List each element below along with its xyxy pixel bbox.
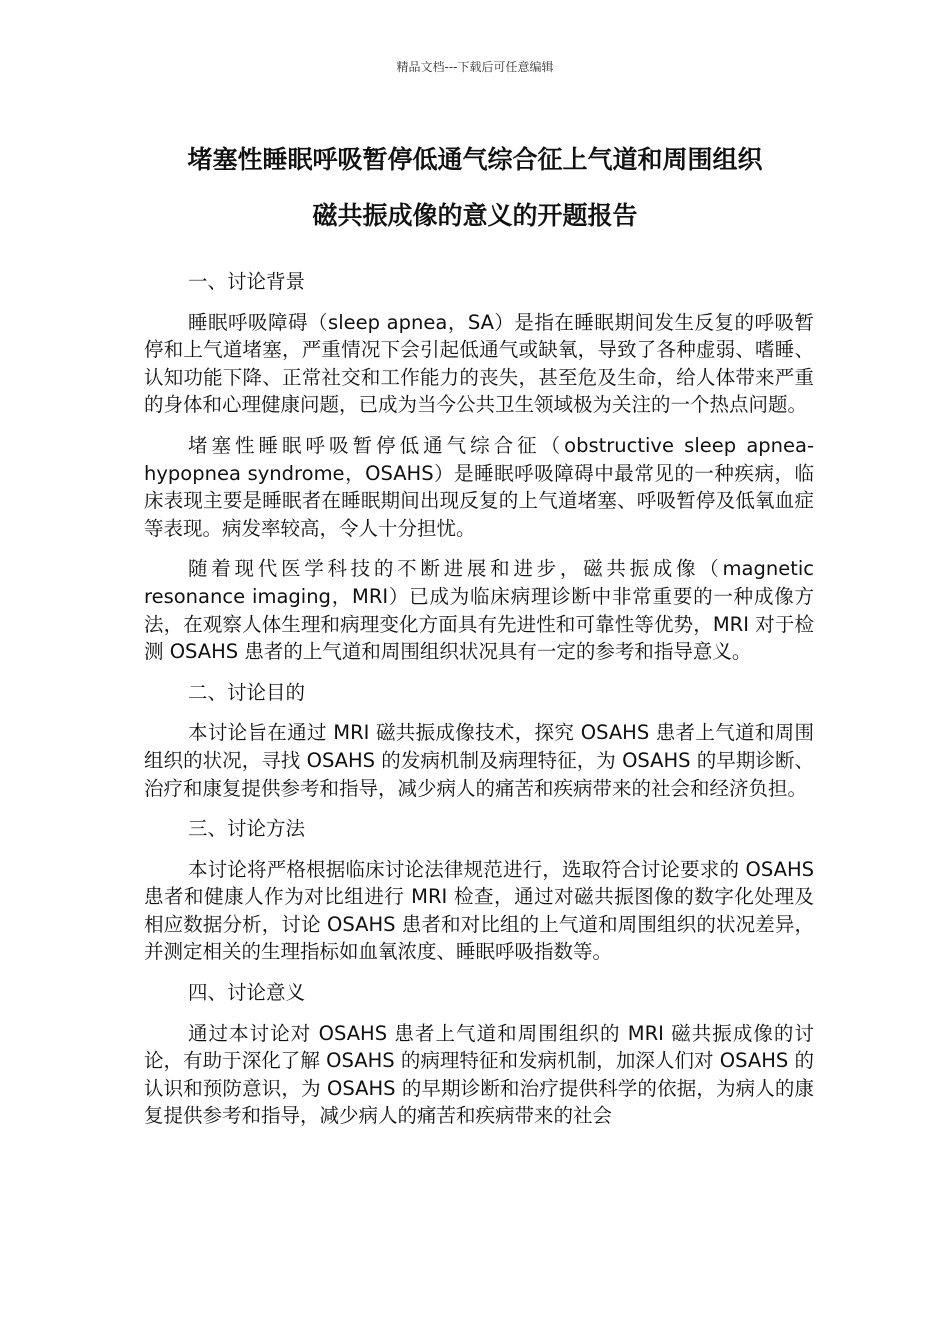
section-heading-significance: 四、讨论意义	[188, 981, 306, 1005]
page-header: 精品文档---下载后可任意编辑	[396, 60, 554, 74]
section-heading-purpose: 二、讨论目的	[188, 680, 306, 704]
document-title-line-1: 堵塞性睡眠呼吸暂停低通气综合征上气道和周围组织	[187, 145, 763, 174]
paragraph: 本讨论旨在通过 MRI 磁共振成像技术，探究 OSAHS 患者上气道和周围组织的状况，寻找 OSAHS 的发病机制及病理特征，为 OSAHS 的早期诊断、治疗和康复提供参考和指导，减少病人的痛苦和疾病带来的社会和经济负担。	[144, 721, 814, 800]
document-title-line-2: 磁共振成像的意义的开题报告	[312, 201, 638, 230]
document-body	[144, 268, 814, 1143]
paragraph: 随着现代医学科技的不断进展和进步，磁共振成像（magnetic resonance imaging，MRI）已成为临床病理诊断中非常重要的一种成像方法，在观察人体生理和病理变化方面具有先进性和可靠性等优势，MRI 对于检测 OSAHS 患者的上气道和周围组织状况具有一定的参考和指导意义。	[144, 557, 814, 664]
paragraph: 睡眠呼吸障碍（sleep apnea，SA）是指在睡眠期间发生反复的呼吸暂停和上气道堵塞，严重情况下会引起低通气或缺氧，导致了各种虚弱、嗜睡、认知功能下降、正常社交和工作能力的丧失，甚至危及生命，给人体带来严重的身体和心理健康问题，已成为当今公共卫生领域极为关注的一个热点问题。	[144, 310, 814, 417]
paragraph: 通过本讨论对 OSAHS 患者上气道和周围组织的 MRI 磁共振成像的讨论，有助于深化了解 OSAHS 的病理特征和发病机制，加深人们对 OSAHS 的认识和预防意识，为 OSAHS 的早期诊断和治疗提供科学的依据，为病人的康复提供参考和指导，减少病人的痛苦和疾病带来的社会	[144, 1021, 814, 1128]
paragraph: 本讨论将严格根据临床讨论法律规范进行，选取符合讨论要求的 OSAHS 患者和健康人作为对比组进行 MRI 检查，通过对磁共振图像的数字化处理及相应数据分析，讨论 OSAHS 患者和对比组的上气道和周围组织的状况差异，并测定相关的生理指标如血氧浓度、睡眠呼吸指数等。	[144, 857, 814, 964]
section-heading-method: 三、讨论方法	[188, 817, 306, 841]
section-heading-background: 一、讨论背景	[188, 270, 306, 293]
paragraph: 堵塞性睡眠呼吸暂停低通气综合征（obstructive sleep apnea-hypopnea syndrome，OSAHS）是睡眠呼吸障碍中最常见的一种疾病，临床表现主要是睡眠者在睡眠期间出现反复的上气道堵塞、呼吸暂停及低氧血症等表现。病发率较高，令人十分担忧。	[144, 433, 814, 540]
